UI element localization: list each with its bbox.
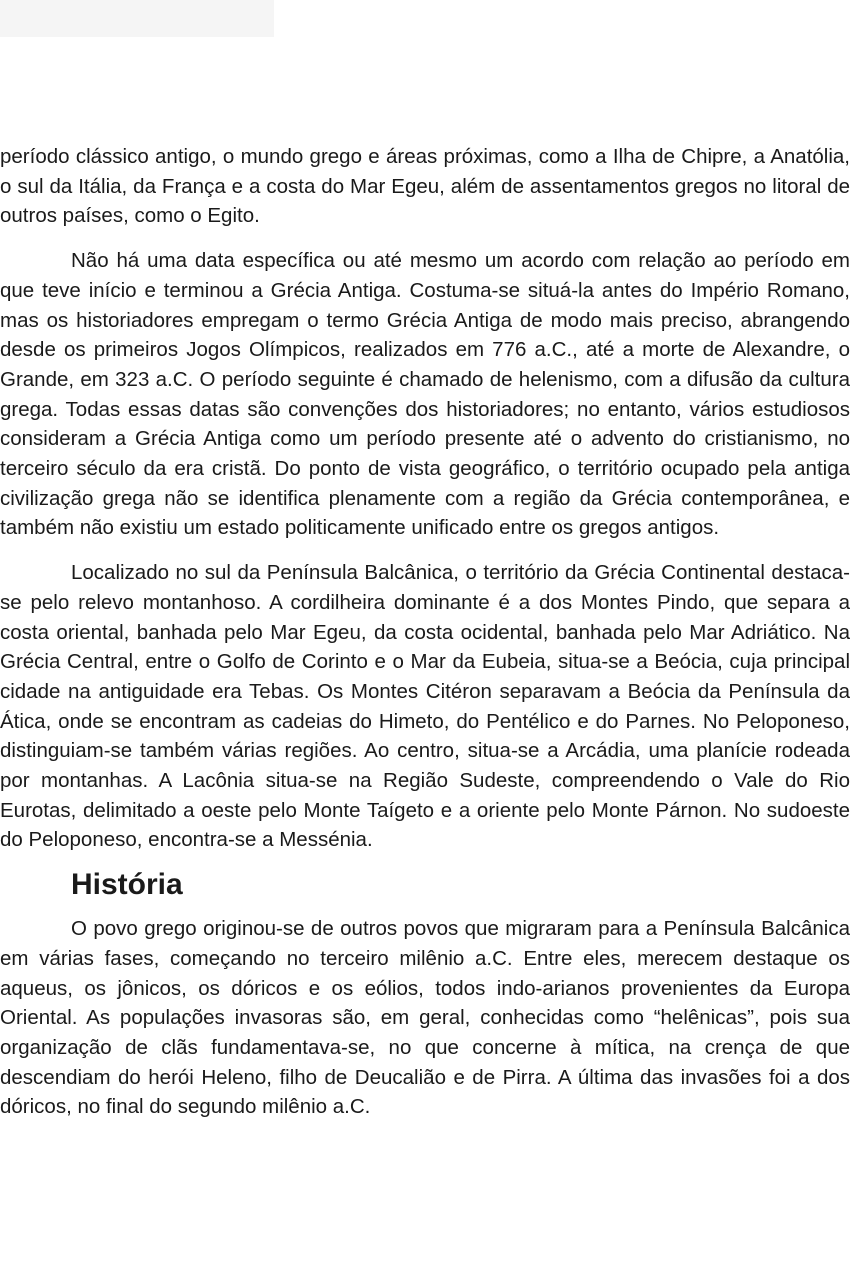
paragraph-continuation: período clássico antigo, o mundo grego e áreas próximas, como a Ilha de Chipre, a Anatólia, o sul da Itália, da França e a costa do Mar Egeu, além de assentamentos gregos no litoral de outros países, como o Egito. — [0, 145, 850, 228]
top-gray-band — [0, 0, 274, 37]
paragraph-history: O povo grego originou-se de outros povos que migraram para a Península Balcânica em várias fases, começando no terceiro milênio a.C. Entre eles, merecem destaque os aqueus, os jônicos, os dóricos e os eólios, todos indo-arianos provenientes da Europa Oriental. As populações invasoras são, em geral, conhecidas como “helênicas”, pois sua organização de clãs fundamentava-se, no que concerne à mítica, na crença de que descendiam do herói Heleno, filho de Deucalião e de Pirra. A última das invasões foi a dos dóricos, no final do segundo milênio a.C. — [0, 917, 850, 1119]
document-body — [0, 142, 850, 1122]
paragraph-geography: Localizado no sul da Península Balcânica, o território da Grécia Continental destaca-se pelo relevo montanhoso. A cordilheira dominante é a dos Montes Pindo, que separa a costa oriental, banhada pelo Mar Egeu, da costa ocidental, banhada pelo Mar Adriático. Na Grécia Central, entre o Golfo de Corinto e o Mar da Eubeia, situa-se a Beócia, cuja principal cidade na antiguidade era Tebas. Os Montes Citéron separavam a Beócia da Península da Ática, onde se encontram as cadeias do Himeto, do Pentélico e do Parnes. No Peloponeso, distinguiam-se também várias regiões. Ao centro, situa-se a Arcádia, uma planície rodeada por montanhas. A Lacônia situa-se na Região Sudeste, compreendendo o Vale do Rio Eurotas, delimitado a oeste pelo Monte Taígeto e a oriente pelo Monte Párnon. No sudoeste do Peloponeso, encontra-se a Messénia. — [0, 561, 850, 852]
paragraph-dating: Não há uma data específica ou até mesmo um acordo com relação ao período em que teve início e terminou a Grécia Antiga. Costuma-se situá-la antes do Império Romano, mas os historiadores empregam o termo Grécia Antiga de modo mais preciso, abrangendo desde os primeiros Jogos Olímpicos, realizados em 776 a.C., até a morte de Alexandre, o Grande, em 323 a.C. O período seguinte é chamado de helenismo, com a difusão da cultura grega. Todas essas datas são convenções dos historiadores; no entanto, vários estudiosos consideram a Grécia Antiga como um período presente até o advento do cristianismo, no terceiro século da era cristã. Do ponto de vista geográfico, o território ocupado pela antiga civilização grega não se identifica plenamente com a região da Grécia contemporânea, e também não existiu um estado politicamente unificado entre os gregos antigos. — [0, 249, 850, 540]
section-heading-historia: História — [71, 868, 183, 902]
